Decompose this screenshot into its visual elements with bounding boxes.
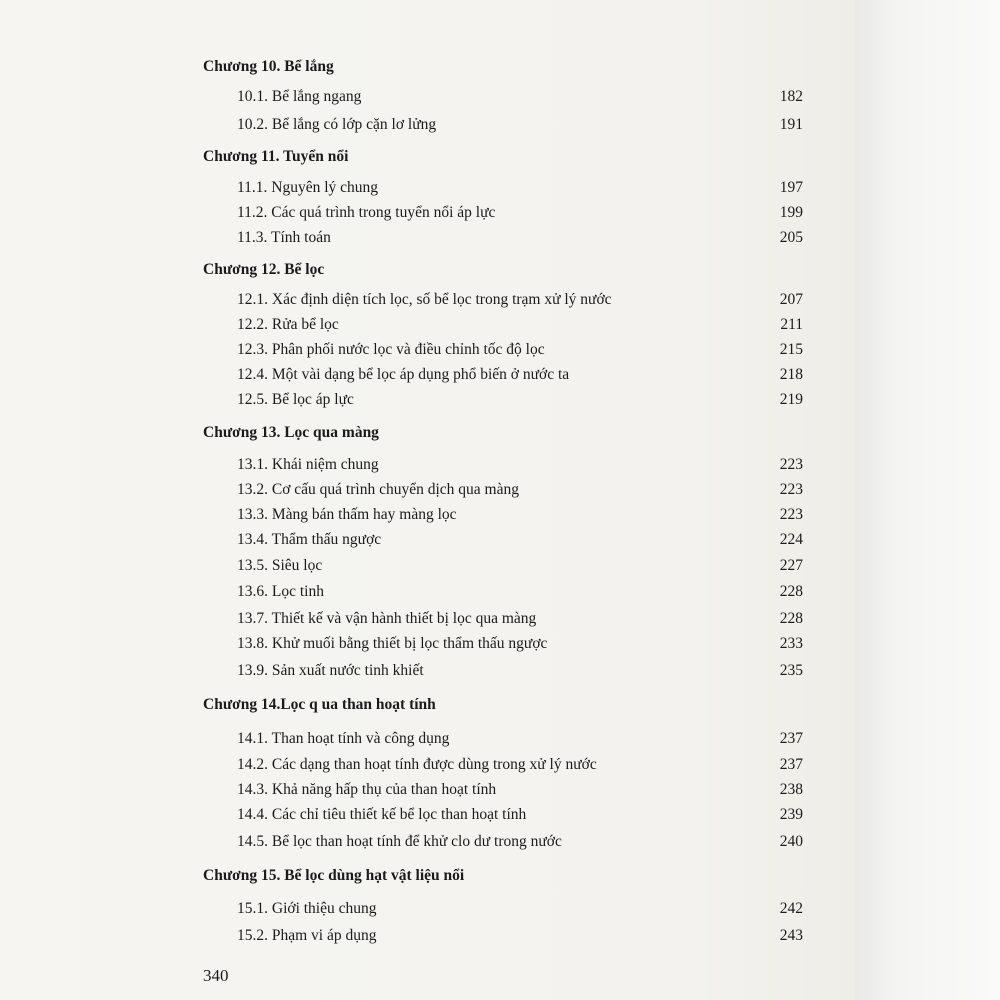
toc-page-number: 242 [779,900,803,917]
toc-entry: 12.5. Bể lọc áp lực [237,391,354,408]
toc-page-number: 240 [779,833,803,850]
toc-entry: 14.2. Các dạng than hoạt tính được dùng trong xử lý nước [237,756,597,773]
toc-page-number: 223 [779,506,803,523]
chapter-heading: Chương 15. Bể lọc dùng hạt vật liệu nổi [203,867,465,884]
toc-entry: 10.1. Bể lắng ngang [237,88,362,105]
chapter-heading: Chương 14.Lọc q ua than hoạt tính [203,696,436,713]
toc-entry: 14.3. Khả năng hấp thụ của than hoạt tính [237,781,497,798]
toc-page-number: 219 [779,391,803,408]
toc-entry: 13.9. Sản xuất nước tinh khiết [237,662,424,679]
page-number: 340 [203,966,229,985]
toc-entry: 15.1. Giới thiệu chung [237,900,377,917]
toc-page-number: 228 [779,583,803,600]
toc-entry: 13.2. Cơ cấu quá trình chuyển dịch qua màng [237,481,519,498]
toc-page-number: 218 [779,366,803,383]
toc-page-number: 199 [779,204,803,221]
toc-entry: 13.4. Thẩm thấu ngược [237,531,382,548]
facing-page-edge [855,0,1000,1000]
toc-entry: 12.3. Phân phối nước lọc và điều chỉnh tốc độ lọc [237,341,545,358]
toc-page-number: 223 [779,481,803,498]
toc-page-number: 197 [779,179,803,196]
chapter-heading: Chương 11. Tuyển nổi [203,148,349,165]
toc-page-number: 224 [779,531,803,548]
toc-page-number: 235 [779,662,803,679]
toc-entry: 13.6. Lọc tinh [237,583,324,600]
toc-entry: 13.1. Khái niệm chung [237,456,379,473]
toc-page-number: 211 [780,316,803,333]
toc-entry: 12.2. Rửa bể lọc [237,316,339,333]
toc-page-number: 239 [779,806,803,823]
toc-entry: 12.1. Xác định diện tích lọc, số bể lọc trong trạm xử lý nước [237,291,612,308]
toc-entry: 14.1. Than hoạt tính và công dụng [237,730,450,747]
toc-page-number: 237 [779,756,803,773]
toc-page-number: 243 [779,927,803,944]
toc-entry: 13.5. Siêu lọc [237,557,323,574]
toc-entry: 14.5. Bể lọc than hoạt tính để khử clo dư trong nước [237,833,562,850]
toc-page-number: 237 [779,730,803,747]
toc-entry: 13.7. Thiết kế và vận hành thiết bị lọc qua màng [237,610,537,627]
toc-page-number: 205 [779,229,803,246]
toc-entry: 12.4. Một vài dạng bể lọc áp dụng phổ biến ở nước ta [237,366,570,383]
toc-page-number: 207 [779,291,803,308]
toc-page-number: 228 [779,610,803,627]
toc-page-number: 223 [779,456,803,473]
toc-page-number: 182 [779,88,803,105]
toc-entry: 15.2. Phạm vi áp dụng [237,927,377,944]
chapter-heading: Chương 10. Bể lắng [203,58,334,75]
toc-entry: 11.3. Tính toán [237,229,331,246]
toc-entry: 11.1. Nguyên lý chung [237,179,379,196]
toc-entry: 14.4. Các chỉ tiêu thiết kế bể lọc than hoạt tính [237,806,527,823]
toc-entry: 10.2. Bể lắng có lớp cặn lơ lửng [237,116,437,133]
toc-entry: 13.3. Màng bán thấm hay màng lọc [237,506,457,523]
toc-page-number: 215 [779,341,803,358]
chapter-heading: Chương 12. Bể lọc [203,261,325,278]
toc-entry: 13.8. Khử muối bằng thiết bị lọc thẩm thấu ngược [237,635,548,652]
toc-page-number: 233 [779,635,803,652]
toc-entry: 11.2. Các quá trình trong tuyển nổi áp lực [237,204,496,221]
chapter-heading: Chương 13. Lọc qua màng [203,424,379,441]
toc-page-number: 191 [779,116,803,133]
toc-page-number: 238 [779,781,803,798]
toc-page-number: 227 [779,557,803,574]
